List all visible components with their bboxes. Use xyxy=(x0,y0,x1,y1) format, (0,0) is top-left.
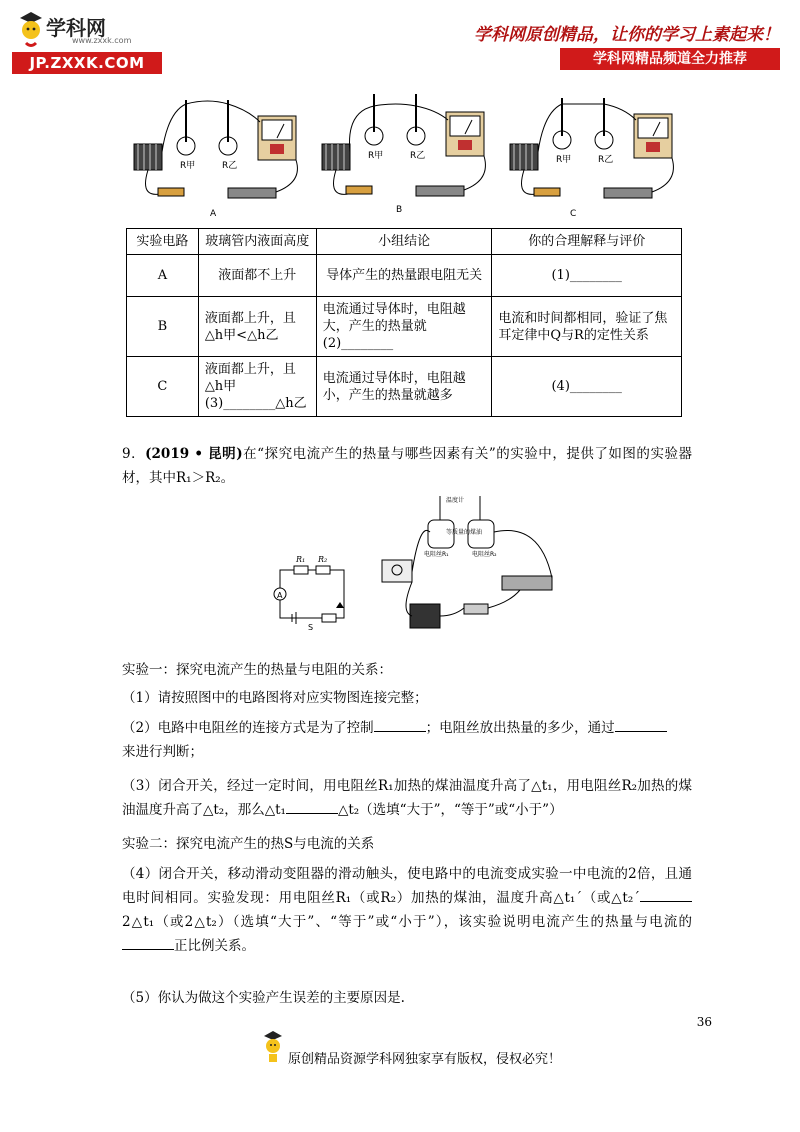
label-r-yi-a: R乙 xyxy=(222,161,238,171)
question-source: (2019 • 昆明) xyxy=(145,446,243,462)
answer-blank[interactable] xyxy=(615,718,667,732)
logo-url[interactable]: JP.ZXXK.COM xyxy=(12,52,162,74)
apparatus-diagram xyxy=(270,492,570,632)
cell-height: 液面都上升，且△h甲<△h乙 xyxy=(198,297,316,357)
answer-blank[interactable] xyxy=(286,800,338,814)
header-cell: 小组结论 xyxy=(316,229,492,255)
circuit-c xyxy=(510,98,673,219)
label-r-yi-b: R乙 xyxy=(410,151,426,161)
cell-evaluation: 电流和时间都相同，验证了焦耳定律中Q与R的定性关系 xyxy=(492,297,682,357)
cell-circuit: C xyxy=(127,357,199,417)
table-row xyxy=(127,255,682,297)
header-cell: 你的合理解释与评价 xyxy=(492,229,682,255)
answer-blank[interactable] xyxy=(640,888,692,902)
sub-question-3 xyxy=(122,774,692,822)
sub-question-5: （5）你认为做这个实验产生误差的主要原因是. xyxy=(122,990,405,1006)
header-cell: 实验电路 xyxy=(127,229,199,255)
apparatus-picture xyxy=(382,496,552,628)
sub-question-4 xyxy=(122,862,692,958)
answer-blank[interactable] xyxy=(374,718,426,732)
wire1-label: 电阻丝R₁ xyxy=(424,551,449,558)
cell-evaluation: (4)________ xyxy=(492,357,682,417)
header-banner: 学科网精品频道全力推荐 xyxy=(560,48,780,70)
cell-conclusion: 电流通过导体时，电阻越大，产生的热量就(2)________ xyxy=(316,297,492,357)
cell-evaluation: (1)________ xyxy=(492,255,682,297)
circuit-a xyxy=(134,100,297,219)
header-slogan: 学科网原创精品，让你的学习上素起来！ xyxy=(474,25,780,45)
sub-question-2 xyxy=(122,716,692,764)
label-b: B xyxy=(396,205,403,215)
page-number: 36 xyxy=(696,1015,712,1029)
cell-circuit: A xyxy=(127,255,199,297)
experiment-1-title: 实验一：探究电流产生的热量与电阻的关系： xyxy=(122,662,392,678)
answer-blank[interactable] xyxy=(122,936,174,950)
label-r-jia-a: R甲 xyxy=(180,161,196,171)
label-r-yi-c: R乙 xyxy=(598,155,614,165)
q2-text-b: ；电阻丝放出热量的多少，通过 xyxy=(425,720,615,736)
q3-text-b: △t₂（选填“大于”，“等于”或“小于”） xyxy=(337,802,563,818)
q4-text-b: 2△t₁（或2△t₂）（选填“大于”、“等于”或“小于”），该实验说明电流产生的热量与电流的 xyxy=(122,914,692,930)
oil-label: 等质量的煤油 xyxy=(446,529,483,536)
sub-question-1: （1）请按照图中的电路图将对应实物图连接完整； xyxy=(122,690,428,706)
experiment-2-title: 实验二：探究电流产生的热S与电流的关系 xyxy=(122,836,375,852)
question-stem xyxy=(122,442,692,490)
switch-label: S xyxy=(308,623,314,632)
r2-label: R₂ xyxy=(318,555,328,564)
r1-label: R₁ xyxy=(296,555,306,564)
logo-subtitle: www.zxxk.com xyxy=(72,36,132,45)
cell-circuit: B xyxy=(127,297,199,357)
experiment-table xyxy=(126,228,682,417)
cell-height: 液面都不上升 xyxy=(198,255,316,297)
circuits-figure xyxy=(128,92,688,222)
circuit-b xyxy=(322,94,485,215)
question-number: 9． xyxy=(122,446,146,462)
mascot-icon xyxy=(16,10,46,50)
circuit-schematic xyxy=(274,555,344,632)
question-text: 在“探究电流产生的热量与哪些因素有关”的实验中，提供了如图的实验器材，其中R₁＞R₂。 xyxy=(122,446,692,486)
q4-text-c: 正比例关系。 xyxy=(174,938,255,954)
ammeter-label: A xyxy=(277,591,283,600)
thermometer-label: 温度计 xyxy=(446,497,465,504)
table-header-row xyxy=(127,229,682,255)
table-row xyxy=(127,357,682,417)
label-r-jia-c: R甲 xyxy=(556,155,572,165)
cell-height: 液面都上升，且△h甲(3)________△h乙 xyxy=(198,357,316,417)
mascot-icon xyxy=(262,1030,284,1064)
q2-text-a: （2）电路中电阻丝的连接方式是为了控制 xyxy=(122,720,374,736)
footer-copyright: 原创精品资源学科网独家享有版权，侵权必究！ xyxy=(288,1052,562,1067)
q4-text-a: （4）闭合开关，移动滑动变阻器的滑动触头，使电路中的电流变成实验一中电流的2倍，且通电时间相同。实验发现：用电阻丝R₁（或R₂）加热的煤油，温度升高△t₁´（或△t₂´ xyxy=(122,866,692,906)
label-c: C xyxy=(570,209,577,219)
label-r-jia-b: R甲 xyxy=(368,151,384,161)
cell-conclusion: 电流通过导体时，电阻越小，产生的热量就越多 xyxy=(316,357,492,417)
site-logo[interactable] xyxy=(12,10,162,72)
q3-text-a: （3）闭合开关，经过一定时间，用电阻丝R₁加热的煤油温度升高了△t₁，用电阻丝R₂加热的煤油温度升高了△t₂，那么△t₁ xyxy=(122,778,692,818)
table-row xyxy=(127,297,682,357)
q2-text-c: 来进行判断； xyxy=(122,744,203,760)
cell-conclusion: 导体产生的热量跟电阻无关 xyxy=(316,255,492,297)
wire2-label: 电阻丝R₂ xyxy=(472,551,497,558)
header-cell: 玻璃管内液面高度 xyxy=(198,229,316,255)
logo-title: 学科网 xyxy=(46,16,106,40)
label-a: A xyxy=(210,209,217,219)
page-header xyxy=(0,0,800,80)
